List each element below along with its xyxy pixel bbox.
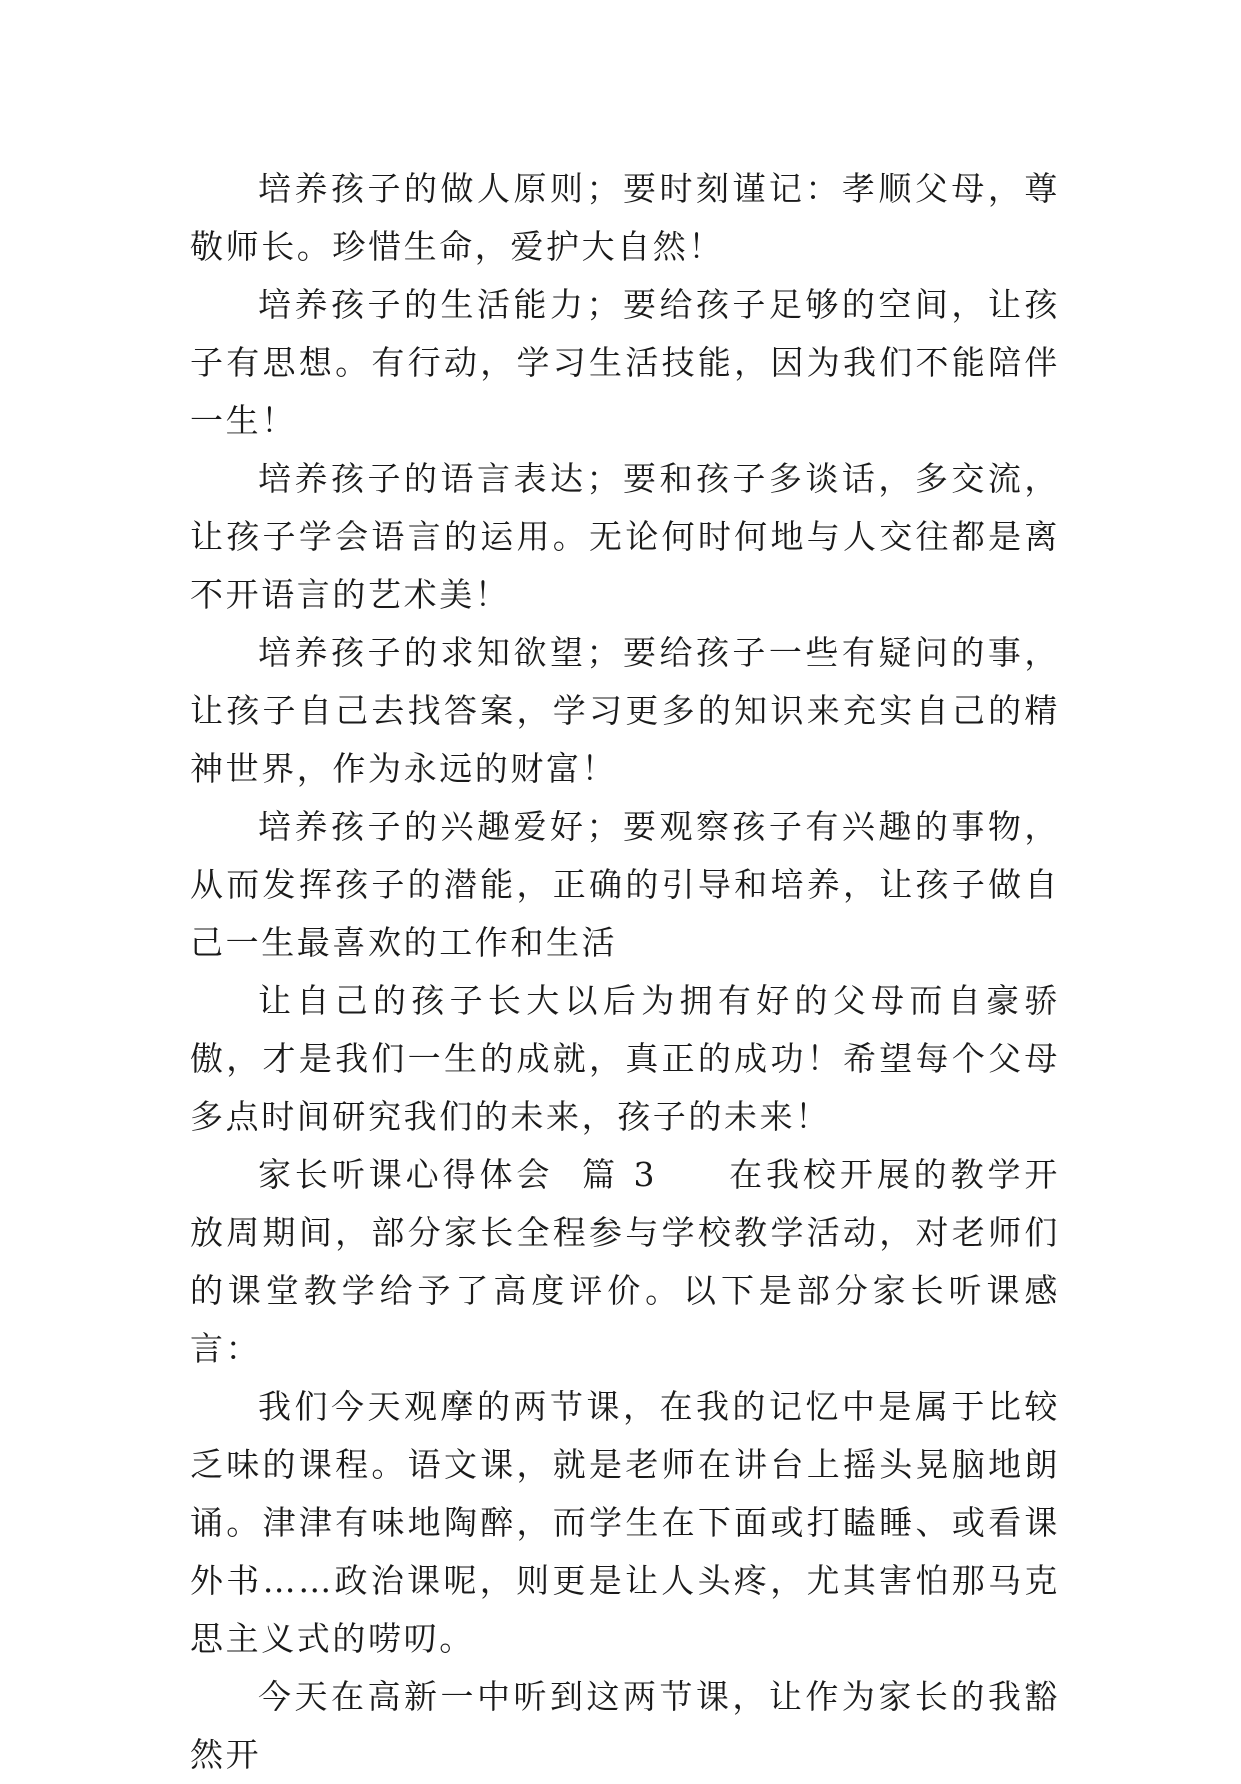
paragraph-principles: 培养孩子的做人原则；要时刻谨记：孝顺父母，尊敬师长。珍惜生命，爱护大自然！ bbox=[190, 169, 1060, 266]
document-body bbox=[190, 160, 1060, 1784]
paragraph-conclusion: 让自己的孩子长大以后为拥有好的父母而自豪骄傲，才是我们一生的成就，真正的成功！希望每个父母多点时间研究我们的未来，孩子的未来！ bbox=[190, 981, 1060, 1136]
paragraph-language: 培养孩子的语言表达；要和孩子多谈话，多交流，让孩子学会语言的运用。无论何时何地与人交往都是离不开语言的艺术美！ bbox=[190, 459, 1060, 614]
section-heading-gap bbox=[657, 1155, 729, 1194]
paragraph-curiosity: 培养孩子的求知欲望；要给孩子一些有疑问的事，让孩子自己去找答案，学习更多的知识来充实自己的精神世界，作为永远的财富！ bbox=[190, 633, 1060, 788]
paragraph-continuation: 今天在高新一中听到这两节课，让作为家长的我豁然开 bbox=[190, 1677, 1060, 1774]
paragraph-life-skills: 培养孩子的生活能力；要给孩子足够的空间，让孩子有思想。有行动，学习生活技能，因为我们不能陪伴一生！ bbox=[190, 285, 1060, 440]
paragraph-observation: 我们今天观摩的两节课，在我的记忆中是属于比较乏味的课程。语文课，就是老师在讲台上摇头晃脑地朗诵。津津有味地陶醉，而学生在下面或打瞌睡、或看课外书……政治课呢，则更是让人头疼，尤其害怕那马克思主义式的唠叨。 bbox=[190, 1387, 1060, 1658]
paragraph-interests: 培养孩子的兴趣爱好；要观察孩子有兴趣的事物，从而发挥孩子的潜能，正确的引导和培养，让孩子做自己一生最喜欢的工作和生活 bbox=[190, 807, 1060, 962]
section-paragraph bbox=[190, 1146, 1060, 1378]
section-intro: 在我校开展的教学开放周期间，部分家长全程参与学校教学活动，对老师们的课堂教学给予了高度评价。以下是部分家长听课感言： bbox=[190, 1155, 1060, 1368]
section-heading: 家长听课心得体会 篇 3 bbox=[258, 1155, 658, 1194]
